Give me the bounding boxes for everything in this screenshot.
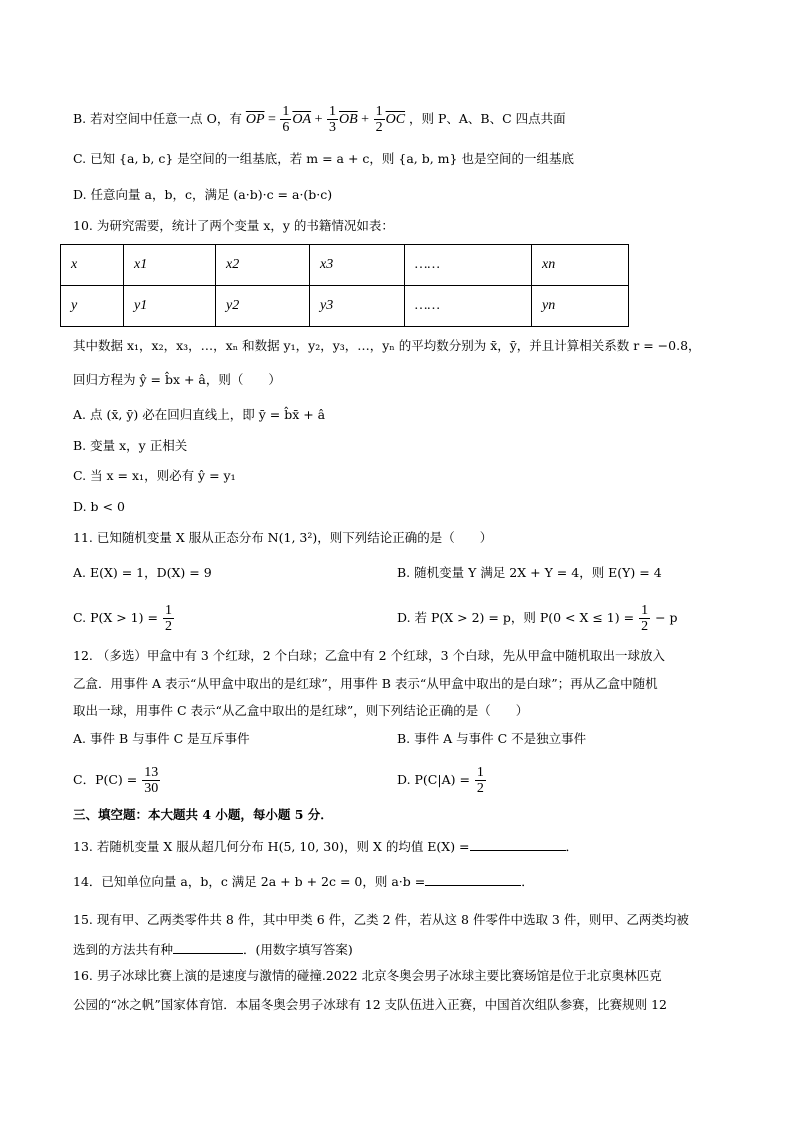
table-cell: ……	[405, 245, 532, 286]
section-heading: 三、填空题：本大题共 4 小题，每小题 5 分．	[73, 807, 333, 822]
fraction: $\frac{1}{3}$	[329, 104, 336, 135]
q11-option-d: D. 若 P(X > 2) = p，则 P(0 < X ≤ 1) = $\frac{1}{2}$ − p	[397, 603, 678, 634]
q9-b-suffix: ，则 P、A、B、C 四点共面	[409, 111, 566, 126]
table-cell: yn	[532, 286, 629, 327]
q10-option-a: A. 点 (x̄, ȳ) 必在回归直线上，即 ȳ = b̂x̄ + â	[73, 407, 326, 422]
table-cell: y1	[124, 286, 216, 327]
answer-blank[interactable]	[425, 871, 521, 886]
q9-option-c: C. 已知 {a, b, c} 是空间的一组基底，若 m = a + c，则 {a, b, m} 也是空间的一组基底	[73, 151, 574, 166]
table-cell: x	[61, 245, 124, 286]
q16-line-1: 16. 男子冰球比赛上演的是速度与激情的碰撞.2022 北京冬奥会男子冰球主要比赛场馆是位于北京奥林匹克	[73, 968, 662, 983]
fraction: $\frac{1}{2}$	[375, 104, 383, 135]
q10-option-d: D. b < 0	[73, 499, 125, 514]
table-cell: xn	[532, 245, 629, 286]
q12-option-d: D. P(C|A) = $\frac{1}{2}$	[397, 765, 484, 796]
answer-blank[interactable]	[470, 836, 566, 851]
q10-stem: 10. 为研究需要，统计了两个变量 x，y 的书籍情况如表：	[73, 218, 394, 233]
q9-option-d: D. 任意向量 a，b，c，满足 (a·b)·c = a·(b·c)	[73, 187, 333, 202]
q11-stem: 11. 已知随机变量 X 服从正态分布 N(1, 3²)，则下列结论正确的是（ ）	[73, 530, 493, 545]
q9-b-prefix: B. 若对空间中任意一点 O，有	[73, 111, 242, 126]
q12-option-a: A. 事件 B 与事件 C 是互斥事件	[73, 731, 250, 746]
table-row	[61, 245, 629, 286]
fraction: $\frac{1}{6}$	[282, 104, 290, 135]
table-cell: y	[61, 286, 124, 327]
vector-op: $\overline{OP}$	[245, 112, 265, 127]
q12-line-1: 12. （多选）甲盒中有 3 个红球，2 个白球；乙盒中有 2 个红球，3 个白球，先从甲盒中随机取出一球放入	[73, 648, 666, 663]
q11-option-a: A. E(X) = 1，D(X) = 9	[73, 565, 212, 580]
fraction: $\frac{1}{2}$	[641, 603, 649, 634]
answer-blank[interactable]	[173, 939, 243, 954]
q11-option-b: B. 随机变量 Y 满足 2X + Y = 4，则 E(Y) = 4	[397, 565, 662, 580]
q13: 13. 若随机变量 X 服从超几何分布 H(5, 10, 30)，则 X 的均值 E(X) = ．	[73, 836, 578, 857]
q10-option-b: B. 变量 x，y 正相关	[73, 438, 188, 453]
q10-option-c: C. 当 x = x₁，则必有 ŷ = y₁	[73, 468, 236, 483]
q16-line-2: 公园的“冰之帆”国家体育馆．本届冬奥会男子冰球有 12 支队伍进入正赛，中国首次组队参赛，比赛规则 12	[73, 997, 668, 1012]
q15-line-2: 选到的方法共有种 ．(用数字填写答案)	[73, 939, 353, 960]
table-cell: ……	[405, 286, 532, 327]
table-cell: y2	[216, 286, 310, 327]
q10-condition-1: 其中数据 x₁，x₂，x₃，…，xₙ 和数据 y₁，y₂，y₃，…，yₙ 的平均数分别为 x̄，ȳ，并且计算相关系数 r = −0.8，	[73, 338, 701, 353]
q10-data-table	[60, 244, 629, 327]
table-cell: x1	[124, 245, 216, 286]
q9-option-b: B. 若对空间中任意一点 O，有 $\overline{OP}$ = $\frac{1}{6}$ $\overline{OA}$ + $\frac{1}{3}$ $\overline{OB}$ + $\frac{1}{2}$ $\overline{OC}$ ，则 P、A、B、C 四点共面	[73, 104, 566, 135]
q12-line-2: 乙盒．用事件 A 表示“从甲盒中取出的是红球”，用事件 B 表示“从甲盒中取出的是白球”；再从乙盒中随机	[73, 676, 658, 691]
q10-condition-2: 回归方程为 ŷ = b̂x + â，则（ ）	[73, 372, 281, 387]
q12-option-b: B. 事件 A 与事件 C 不是独立事件	[397, 731, 587, 746]
table-cell: y3	[310, 286, 405, 327]
q11-option-c: C. P(X > 1) = $\frac{1}{2}$	[73, 603, 172, 634]
q15-line-1: 15. 现有甲、乙两类零件共 8 件，其中甲类 6 件，乙类 2 件，若从这 8 件零件中选取 3 件，则甲、乙两类均被	[73, 912, 689, 927]
q12-option-c: C．P(C) = $\frac{13}{30}$	[73, 765, 159, 796]
fraction: $\frac{1}{2}$	[476, 765, 484, 796]
table-row	[61, 286, 629, 327]
q14: 14．已知单位向量 a，b，c 满足 2a + b + 2c = 0，则 a·b = ．	[73, 871, 534, 892]
fraction: $\frac{13}{30}$	[144, 765, 159, 796]
table-cell: x2	[216, 245, 310, 286]
fraction: $\frac{1}{2}$	[164, 603, 172, 634]
q12-line-3: 取出一球，用事件 C 表示“从乙盒中取出的是红球”，则下列结论正确的是（ ）	[73, 703, 529, 718]
table-cell: x3	[310, 245, 405, 286]
